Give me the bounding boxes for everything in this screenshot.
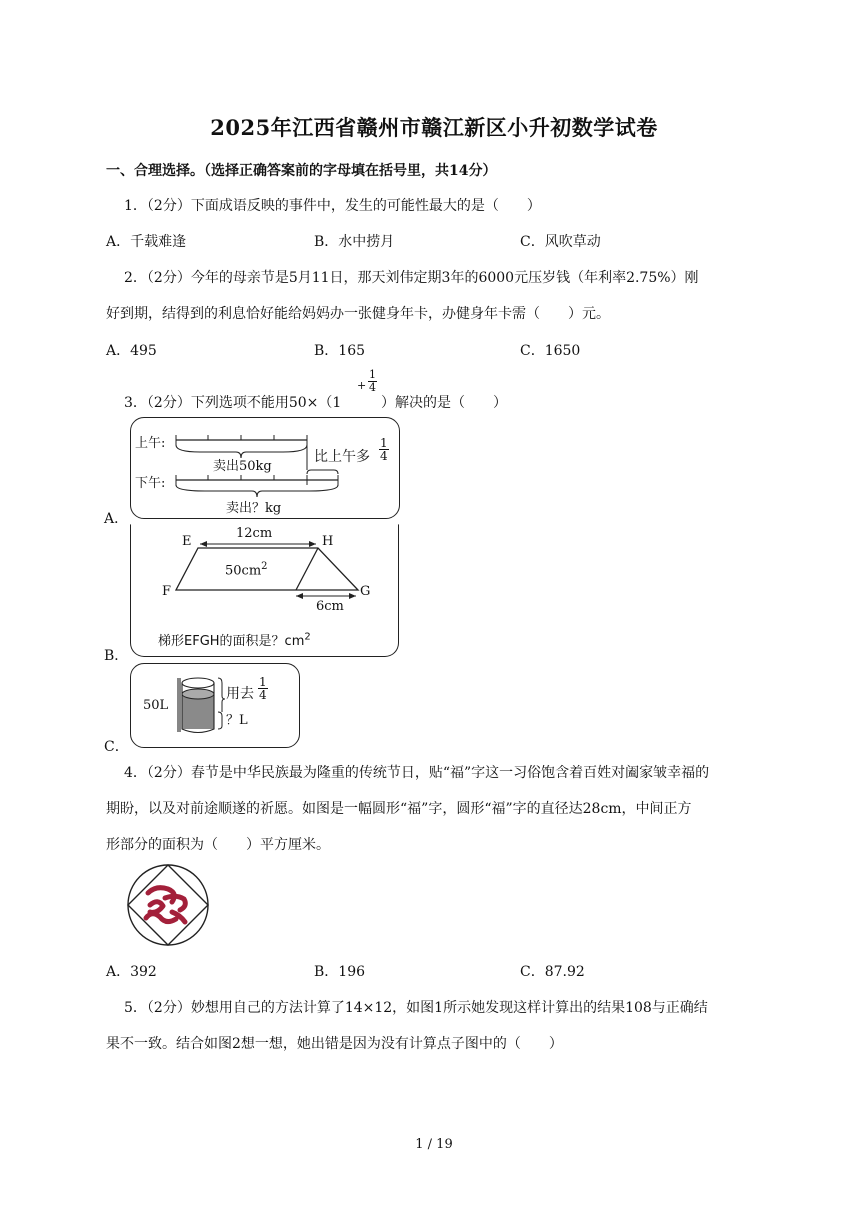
q3c-volume: 50L bbox=[143, 698, 169, 713]
q3b-label-h: H bbox=[322, 534, 334, 549]
q3a-more-den: 4 bbox=[380, 449, 388, 463]
q3-option-c-letter: C． bbox=[104, 739, 129, 755]
question-1-stem: 1．（2分）下面成语反映的事件中，发生的可能性最大的是（ ） bbox=[124, 198, 541, 214]
question-5-stem-line2: 果不一致。结合如图2想一想，她出错是因为没有计算点子图中的（ ） bbox=[106, 1036, 563, 1052]
q3a-sold50: 卖出50kg bbox=[213, 459, 272, 474]
q3a-more-num: 1 bbox=[380, 436, 388, 450]
q1-option-c: C．风吹草动 bbox=[520, 234, 601, 250]
page-title: 2025年江西省赣州市赣江新区小升初数学试卷 bbox=[210, 115, 658, 140]
q3a-more-label: 比上午多 bbox=[314, 449, 370, 465]
q3a-pm-label: 下午: bbox=[135, 476, 166, 491]
q3-fraction-numerator: 1 bbox=[369, 368, 376, 381]
q3b-label-g: G bbox=[360, 584, 371, 599]
q2-option-c: C．1650 bbox=[520, 343, 581, 359]
question-3-stem-pre: 3．（2分）下列选项不能用50×（1 bbox=[124, 395, 342, 411]
q3b-label-f: F bbox=[162, 584, 172, 599]
question-4-stem-line3: 形部分的面积为（ ）平方厘米。 bbox=[106, 837, 330, 853]
q1-option-b: B．水中捞月 bbox=[314, 234, 395, 250]
question-3-stem-post: ）解决的是（ ） bbox=[381, 395, 507, 411]
question-4-stem-line2: 期盼，以及对前途顺遂的祈愿。如图是一幅圆形“福”字，圆形“福”字的直径达28cm，中间正方 bbox=[106, 801, 692, 817]
section-heading: 一、合理选择。（选择正确答案前的字母填在括号里，共14分） bbox=[106, 163, 497, 179]
q3b-segment-length: 6cm bbox=[316, 599, 344, 614]
q3-option-a-letter: A． bbox=[104, 511, 129, 527]
q4-option-a: A．392 bbox=[106, 964, 157, 980]
q3b-top-length: 12cm bbox=[236, 526, 273, 541]
q3b-label-e: E bbox=[182, 534, 192, 549]
q3c-rest: ？L bbox=[226, 713, 248, 728]
q4-option-c: C．87.92 bbox=[520, 964, 585, 980]
q3-plus-sign: + bbox=[357, 379, 367, 392]
question-2-stem-line2: 好到期，结得到的利息恰好能给妈妈办一张健身年卡，办健身年卡需（ ）元。 bbox=[106, 306, 610, 322]
q3c-used-den: 4 bbox=[259, 688, 267, 702]
q2-option-a: A．495 bbox=[106, 343, 157, 359]
q3c-used-num: 1 bbox=[259, 675, 267, 689]
q2-option-b: B．165 bbox=[314, 343, 366, 359]
question-5-stem-line1: 5．（2分）妙想用自己的方法计算了14×12，如图1所示她发现这样计算出的结果108与正确结 bbox=[124, 1000, 708, 1016]
q3b-question-text: 梯形EFGH的面积是？cm bbox=[158, 634, 305, 649]
q3a-am-label: 上午: bbox=[135, 436, 166, 451]
q3b-area-value: 50cm bbox=[225, 563, 262, 579]
q3b-question-sup: 2 bbox=[304, 631, 311, 643]
q3c-used-label: 用去 bbox=[226, 686, 254, 702]
question-4-stem-line1: 4．（2分）春节是中华民族最为隆重的传统节日，贴“福”字这一习俗饱含着百姓对阖家皱幸福的 bbox=[124, 765, 710, 781]
q3a-sold-question: 卖出？kg bbox=[226, 501, 282, 516]
q3-fraction-denominator: 4 bbox=[369, 381, 376, 394]
q1-option-a: A．千载难逢 bbox=[106, 234, 187, 250]
q4-option-b: B．196 bbox=[314, 964, 366, 980]
q3b-area-sup: 2 bbox=[261, 561, 268, 572]
question-2-stem-line1: 2．（2分）今年的母亲节是5月11日，那天刘伟定期3年的6000元压岁钱（年利率2.75%）刚 bbox=[124, 270, 699, 286]
q3-option-b-letter: B． bbox=[104, 648, 129, 664]
page-number: 1 / 19 bbox=[415, 1137, 453, 1152]
fu-glyph-icon bbox=[146, 888, 185, 922]
